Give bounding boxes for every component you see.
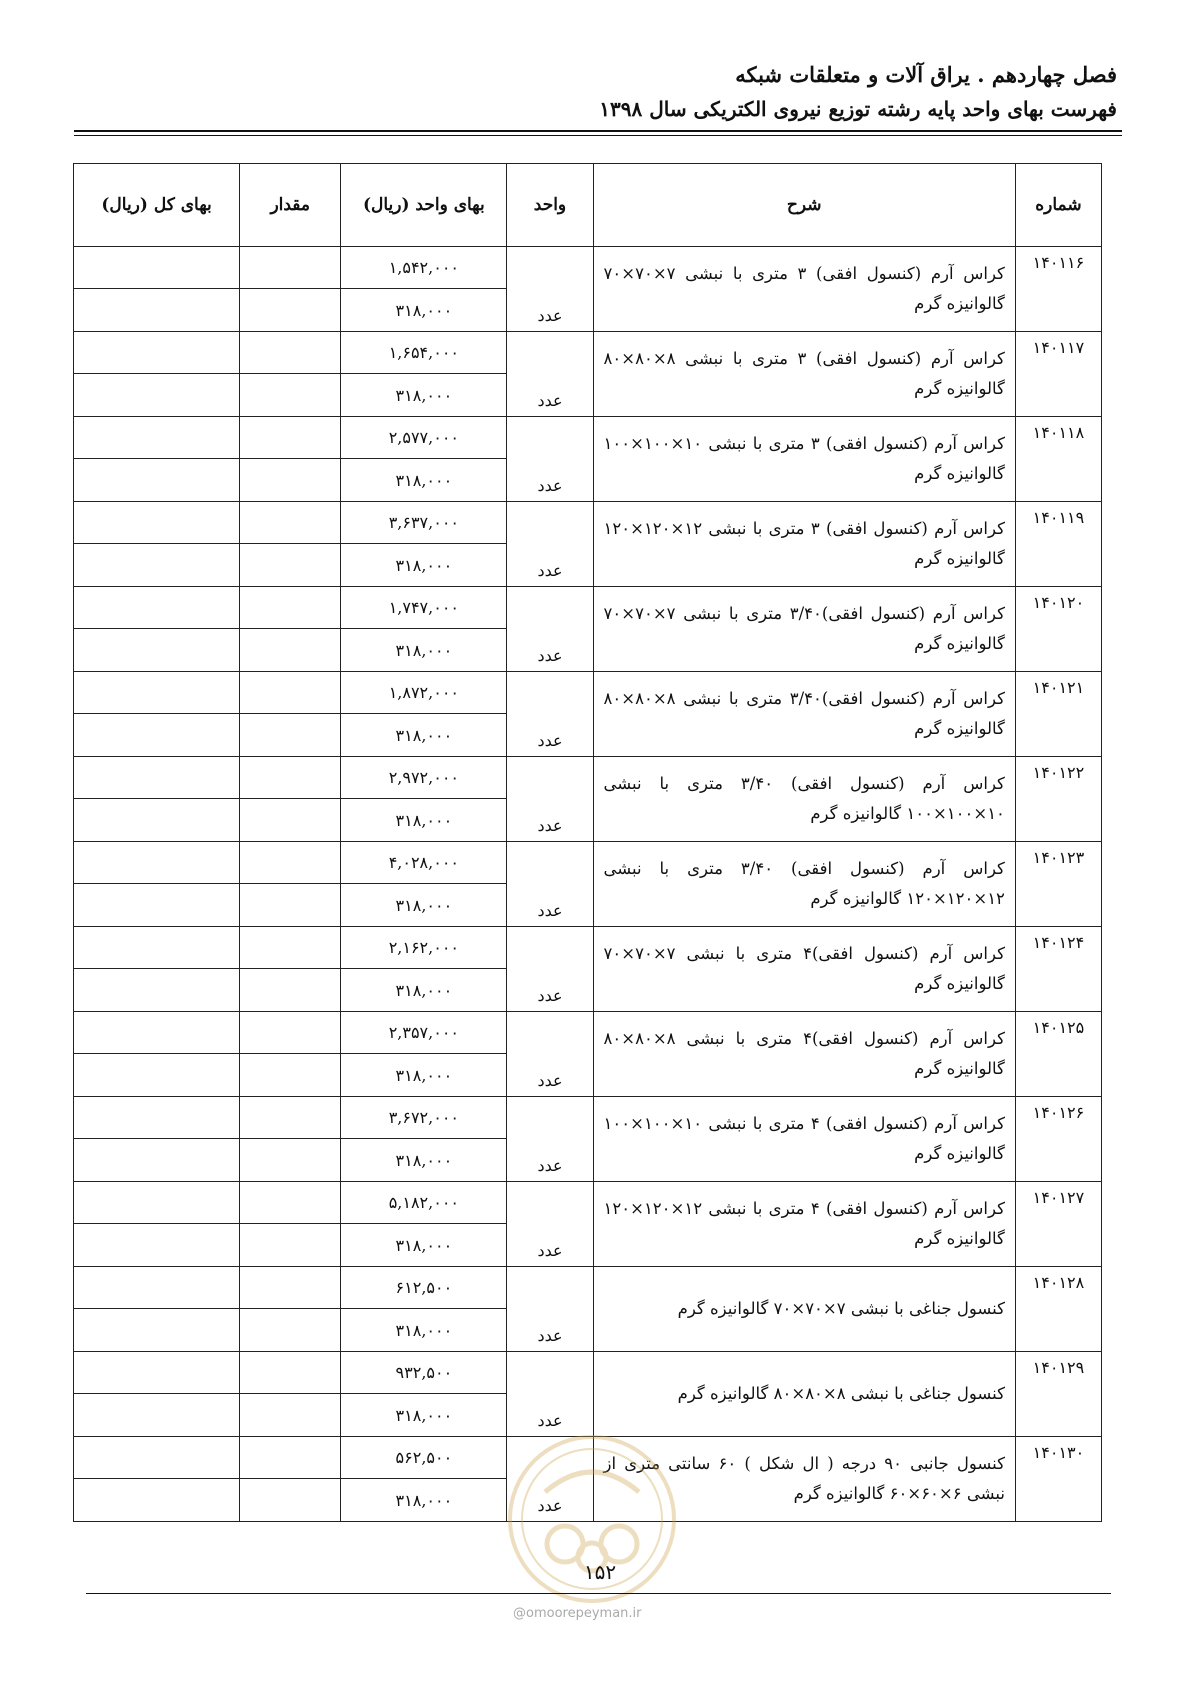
item-number: ۱۴۰۱۱۹ bbox=[1015, 502, 1101, 587]
item-quantity-cell bbox=[240, 587, 341, 629]
item-quantity-cell bbox=[240, 799, 341, 842]
item-quantity-cell bbox=[240, 332, 341, 374]
item-quantity-cell bbox=[240, 502, 341, 544]
website-watermark: @omoorepeyman.ir bbox=[513, 1606, 642, 1621]
item-total-cell bbox=[74, 459, 240, 502]
item-quantity-cell bbox=[240, 1352, 341, 1394]
item-description: کنسول جناغی با نبشی ۷×۷۰×۷۰ گالوانیزه گرم bbox=[593, 1267, 1015, 1352]
item-total-cell bbox=[74, 544, 240, 587]
table-row bbox=[74, 1097, 1102, 1139]
item-quantity-cell bbox=[240, 672, 341, 714]
item-number: ۱۴۰۱۲۷ bbox=[1015, 1182, 1101, 1267]
item-quantity-cell bbox=[240, 247, 341, 289]
item-total-cell bbox=[74, 332, 240, 374]
item-unit: عدد bbox=[507, 672, 593, 757]
item-total-cell bbox=[74, 1437, 240, 1479]
table-row bbox=[74, 672, 1102, 714]
item-number: ۱۴۰۱۲۸ bbox=[1015, 1267, 1101, 1352]
col-unit-header: واحد bbox=[507, 164, 593, 247]
item-quantity-cell bbox=[240, 884, 341, 927]
item-quantity-cell bbox=[240, 1182, 341, 1224]
item-installation-price: ۳۱۸,۰۰۰ bbox=[341, 1394, 507, 1437]
item-quantity-cell bbox=[240, 1267, 341, 1309]
item-quantity-cell bbox=[240, 1139, 341, 1182]
item-quantity-cell bbox=[240, 1437, 341, 1479]
item-description: کراس آرم (کنسول افقی) ۴ متری با نبشی ۱۲×۱۲۰×۱۲۰ گالوانیزه گرم bbox=[593, 1182, 1015, 1267]
col-total-price-header: بهای کل (ریال) bbox=[74, 164, 240, 247]
item-total-cell bbox=[74, 1479, 240, 1522]
item-description: کراس آرم (کنسول افقی) ۳ متری با نبشی ۱۰×۱۰۰×۱۰۰ گالوانیزه گرم bbox=[593, 417, 1015, 502]
header-rule-thin bbox=[74, 135, 1122, 136]
item-total-cell bbox=[74, 1012, 240, 1054]
item-quantity-cell bbox=[240, 1097, 341, 1139]
item-quantity-cell bbox=[240, 1394, 341, 1437]
item-unit-price: ۶۱۲,۵۰۰ bbox=[341, 1267, 507, 1309]
header-rule-thick bbox=[74, 130, 1122, 132]
table-row bbox=[74, 247, 1102, 289]
item-unit-price: ۵,۱۸۲,۰۰۰ bbox=[341, 1182, 507, 1224]
item-installation-price: ۳۱۸,۰۰۰ bbox=[341, 799, 507, 842]
item-description: کراس آرم (کنسول افقی)۴ متری با نبشی ۷×۷۰×۷۰ گالوانیزه گرم bbox=[593, 927, 1015, 1012]
item-quantity-cell bbox=[240, 1479, 341, 1522]
item-number: ۱۴۰۱۲۱ bbox=[1015, 672, 1101, 757]
item-total-cell bbox=[74, 1309, 240, 1352]
item-description: کراس آرم (کنسول افقی)۴ متری با نبشی ۸×۸۰×۸۰ گالوانیزه گرم bbox=[593, 1012, 1015, 1097]
item-installation-price: ۳۱۸,۰۰۰ bbox=[341, 714, 507, 757]
table-row bbox=[74, 842, 1102, 884]
item-installation-price: ۳۱۸,۰۰۰ bbox=[341, 969, 507, 1012]
col-number-header: شماره bbox=[1015, 164, 1101, 247]
item-description: کنسول جناغی با نبشی ۸×۸۰×۸۰ گالوانیزه گرم bbox=[593, 1352, 1015, 1437]
table-row bbox=[74, 502, 1102, 544]
item-total-cell bbox=[74, 289, 240, 332]
item-unit-price: ۳,۶۳۷,۰۰۰ bbox=[341, 502, 507, 544]
item-number: ۱۴۰۱۲۹ bbox=[1015, 1352, 1101, 1437]
item-total-cell bbox=[74, 927, 240, 969]
item-unit-price: ۵۶۲,۵۰۰ bbox=[341, 1437, 507, 1479]
item-unit: عدد bbox=[507, 842, 593, 927]
item-installation-price: ۳۱۸,۰۰۰ bbox=[341, 884, 507, 927]
item-unit: عدد bbox=[507, 247, 593, 332]
item-total-cell bbox=[74, 1054, 240, 1097]
item-unit: عدد bbox=[507, 1437, 593, 1522]
chapter-title: فصل چهاردهم . یراق آلات و متعلقات شبکه bbox=[735, 62, 1117, 87]
item-total-cell bbox=[74, 247, 240, 289]
item-total-cell bbox=[74, 1267, 240, 1309]
item-number: ۱۴۰۱۲۴ bbox=[1015, 927, 1101, 1012]
item-number: ۱۴۰۱۲۵ bbox=[1015, 1012, 1101, 1097]
item-installation-price: ۳۱۸,۰۰۰ bbox=[341, 1479, 507, 1522]
item-unit-price: ۱,۶۵۴,۰۰۰ bbox=[341, 332, 507, 374]
item-quantity-cell bbox=[240, 757, 341, 799]
item-total-cell bbox=[74, 969, 240, 1012]
item-total-cell bbox=[74, 374, 240, 417]
page-number: ۱۵۲ bbox=[583, 1560, 617, 1584]
item-total-cell bbox=[74, 757, 240, 799]
table-row bbox=[74, 1352, 1102, 1394]
item-total-cell bbox=[74, 1224, 240, 1267]
item-description: کنسول جانبی ۹۰ درجه ( ال شکل ) ۶۰ سانتی متری از نبشی ۶×۶۰×۶۰ گالوانیزه گرم bbox=[593, 1437, 1015, 1522]
item-total-cell bbox=[74, 884, 240, 927]
item-total-cell bbox=[74, 1139, 240, 1182]
document-title: فهرست بهای واحد پایه رشته توزیع نیروی الکتریکی سال ۱۳۹۸ bbox=[599, 97, 1117, 121]
item-description: کراس آرم (کنسول افقی) ۳/۴۰ متری با نبشی ۱۰×۱۰۰×۱۰۰ گالوانیزه گرم bbox=[593, 757, 1015, 842]
item-total-cell bbox=[74, 1352, 240, 1394]
col-quantity-header: مقدار bbox=[240, 164, 341, 247]
item-quantity-cell bbox=[240, 417, 341, 459]
table-row bbox=[74, 757, 1102, 799]
item-quantity-cell bbox=[240, 629, 341, 672]
item-unit: عدد bbox=[507, 1097, 593, 1182]
table-row bbox=[74, 927, 1102, 969]
item-unit: عدد bbox=[507, 332, 593, 417]
table-row bbox=[74, 332, 1102, 374]
item-unit: عدد bbox=[507, 1012, 593, 1097]
item-unit-price: ۱,۸۷۲,۰۰۰ bbox=[341, 672, 507, 714]
item-unit-price: ۹۳۲,۵۰۰ bbox=[341, 1352, 507, 1394]
item-description: کراس آرم (کنسول افقی) ۳/۴۰ متری با نبشی ۱۲×۱۲۰×۱۲۰ گالوانیزه گرم bbox=[593, 842, 1015, 927]
page-header bbox=[599, 58, 1117, 126]
item-quantity-cell bbox=[240, 927, 341, 969]
item-unit-price: ۲,۹۷۲,۰۰۰ bbox=[341, 757, 507, 799]
item-total-cell bbox=[74, 629, 240, 672]
item-number: ۱۴۰۱۳۰ bbox=[1015, 1437, 1101, 1522]
item-unit-price: ۳,۶۷۲,۰۰۰ bbox=[341, 1097, 507, 1139]
item-total-cell bbox=[74, 842, 240, 884]
item-quantity-cell bbox=[240, 969, 341, 1012]
item-total-cell bbox=[74, 1182, 240, 1224]
table-row bbox=[74, 1012, 1102, 1054]
col-unit-price-header: بهای واحد (ریال) bbox=[341, 164, 507, 247]
item-quantity-cell bbox=[240, 842, 341, 884]
item-quantity-cell bbox=[240, 1054, 341, 1097]
item-unit-price: ۲,۱۶۲,۰۰۰ bbox=[341, 927, 507, 969]
item-total-cell bbox=[74, 799, 240, 842]
item-total-cell bbox=[74, 417, 240, 459]
item-number: ۱۴۰۱۱۶ bbox=[1015, 247, 1101, 332]
item-quantity-cell bbox=[240, 1012, 341, 1054]
item-total-cell bbox=[74, 502, 240, 544]
item-quantity-cell bbox=[240, 1309, 341, 1352]
item-unit: عدد bbox=[507, 1267, 593, 1352]
table-row bbox=[74, 587, 1102, 629]
table-row bbox=[74, 1267, 1102, 1309]
item-total-cell bbox=[74, 1394, 240, 1437]
item-installation-price: ۳۱۸,۰۰۰ bbox=[341, 1139, 507, 1182]
item-quantity-cell bbox=[240, 374, 341, 417]
item-quantity-cell bbox=[240, 1224, 341, 1267]
item-quantity-cell bbox=[240, 459, 341, 502]
item-number: ۱۴۰۱۱۷ bbox=[1015, 332, 1101, 417]
col-description-header: شرح bbox=[593, 164, 1015, 247]
item-unit: عدد bbox=[507, 1352, 593, 1437]
item-unit-price: ۱,۵۴۲,۰۰۰ bbox=[341, 247, 507, 289]
item-total-cell bbox=[74, 1097, 240, 1139]
item-number: ۱۴۰۱۲۰ bbox=[1015, 587, 1101, 672]
item-installation-price: ۳۱۸,۰۰۰ bbox=[341, 289, 507, 332]
item-unit-price: ۱,۷۴۷,۰۰۰ bbox=[341, 587, 507, 629]
item-unit: عدد bbox=[507, 1182, 593, 1267]
item-unit: عدد bbox=[507, 927, 593, 1012]
item-installation-price: ۳۱۸,۰۰۰ bbox=[341, 544, 507, 587]
item-unit: عدد bbox=[507, 417, 593, 502]
item-unit-price: ۴,۰۲۸,۰۰۰ bbox=[341, 842, 507, 884]
item-description: کراس آرم (کنسول افقی) ۳ متری با نبشی ۷×۷۰×۷۰ گالوانیزه گرم bbox=[593, 247, 1015, 332]
item-installation-price: ۳۱۸,۰۰۰ bbox=[341, 374, 507, 417]
item-quantity-cell bbox=[240, 289, 341, 332]
item-quantity-cell bbox=[240, 714, 341, 757]
item-total-cell bbox=[74, 672, 240, 714]
item-description: کراس آرم (کنسول افقی)۳/۴۰ متری با نبشی ۷×۷۰×۷۰ گالوانیزه گرم bbox=[593, 587, 1015, 672]
item-installation-price: ۳۱۸,۰۰۰ bbox=[341, 1309, 507, 1352]
item-unit: عدد bbox=[507, 502, 593, 587]
table-row bbox=[74, 417, 1102, 459]
item-description: کراس آرم (کنسول افقی) ۳ متری با نبشی ۱۲×۱۲۰×۱۲۰ گالوانیزه گرم bbox=[593, 502, 1015, 587]
item-unit-price: ۲,۳۵۷,۰۰۰ bbox=[341, 1012, 507, 1054]
item-description: کراس آرم (کنسول افقی)۳/۴۰ متری با نبشی ۸×۸۰×۸۰ گالوانیزه گرم bbox=[593, 672, 1015, 757]
item-installation-price: ۳۱۸,۰۰۰ bbox=[341, 1054, 507, 1097]
footer-rule bbox=[86, 1593, 1111, 1594]
item-description: کراس آرم (کنسول افقی) ۴ متری با نبشی ۱۰×۱۰۰×۱۰۰ گالوانیزه گرم bbox=[593, 1097, 1015, 1182]
item-number: ۱۴۰۱۲۲ bbox=[1015, 757, 1101, 842]
item-unit-price: ۲,۵۷۷,۰۰۰ bbox=[341, 417, 507, 459]
table-header-row bbox=[74, 164, 1102, 247]
item-unit: عدد bbox=[507, 587, 593, 672]
item-unit: عدد bbox=[507, 757, 593, 842]
item-installation-price: ۳۱۸,۰۰۰ bbox=[341, 459, 507, 502]
item-total-cell bbox=[74, 714, 240, 757]
table-row bbox=[74, 1182, 1102, 1224]
item-installation-price: ۳۱۸,۰۰۰ bbox=[341, 629, 507, 672]
item-number: ۱۴۰۱۲۳ bbox=[1015, 842, 1101, 927]
item-installation-price: ۳۱۸,۰۰۰ bbox=[341, 1224, 507, 1267]
price-table bbox=[73, 163, 1102, 1522]
item-quantity-cell bbox=[240, 544, 341, 587]
item-total-cell bbox=[74, 587, 240, 629]
item-number: ۱۴۰۱۱۸ bbox=[1015, 417, 1101, 502]
item-description: کراس آرم (کنسول افقی) ۳ متری با نبشی ۸×۸۰×۸۰ گالوانیزه گرم bbox=[593, 332, 1015, 417]
item-number: ۱۴۰۱۲۶ bbox=[1015, 1097, 1101, 1182]
